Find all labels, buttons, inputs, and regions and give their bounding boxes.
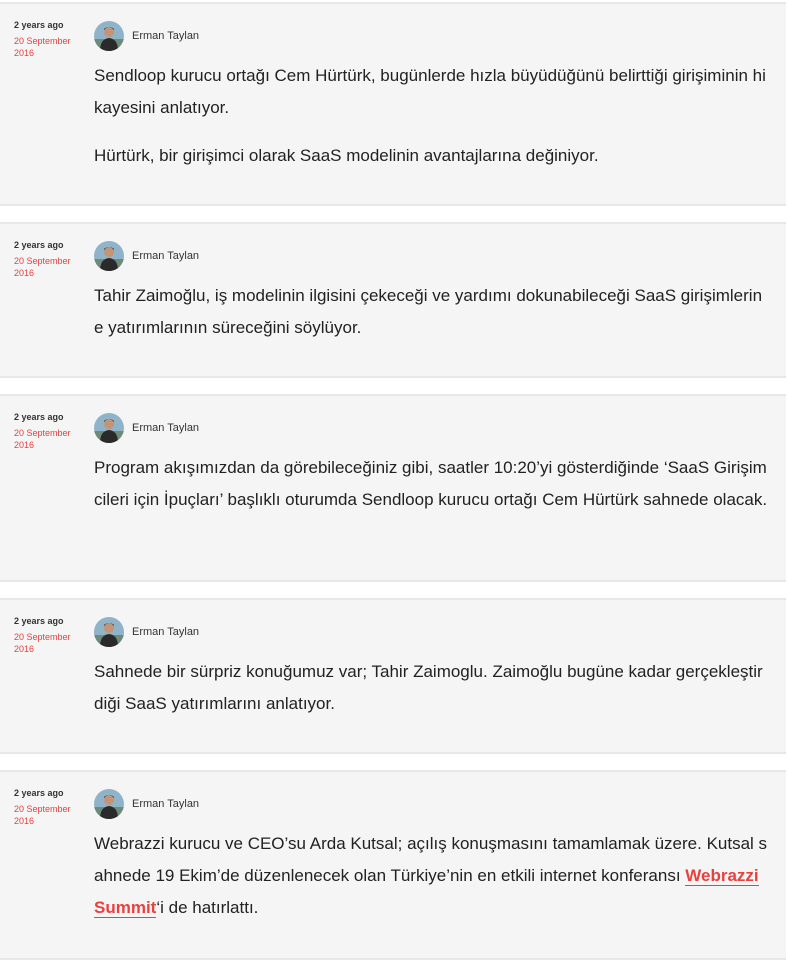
relative-time: 2 years ago [14, 240, 64, 250]
relative-time: 2 years ago [14, 412, 64, 422]
entry-content [94, 280, 768, 344]
author-avatar[interactable] [94, 617, 124, 647]
date-line: 20 September [14, 256, 71, 266]
live-blog-entry [0, 770, 786, 960]
entry-paragraph [94, 828, 768, 924]
paragraph-text: ‘i de hatırlattı. [156, 898, 259, 917]
live-blog-entry [0, 598, 786, 754]
entry-content [94, 452, 768, 516]
live-blog-entry [0, 2, 786, 206]
date-line: 20 September [14, 632, 71, 642]
entry-meta [14, 772, 78, 827]
avatar-image-icon [94, 789, 124, 819]
author-avatar[interactable] [94, 413, 124, 443]
entry-content [94, 60, 768, 172]
author-name[interactable]: Erman Taylan [132, 422, 200, 434]
author-name[interactable]: Erman Taylan [132, 30, 200, 42]
author-block[interactable] [94, 20, 199, 52]
relative-time: 2 years ago [14, 20, 64, 30]
author-block[interactable] [94, 412, 199, 444]
entry-paragraph: Sendloop kurucu ortağı Cem Hürtürk, bugünlerde hızla büyüdüğünü belirttiği girişiminin hikayesini anlatıyor. [94, 66, 766, 117]
entry-meta [14, 396, 78, 451]
author-avatar[interactable] [94, 241, 124, 271]
author-name[interactable]: Erman Taylan [132, 250, 200, 262]
live-blog-entry [0, 222, 786, 378]
date-line: 20 September [14, 428, 71, 438]
entry-date [14, 427, 78, 451]
entry-meta [14, 224, 78, 279]
author-block[interactable] [94, 616, 199, 648]
avatar-image-icon [94, 617, 124, 647]
entry-paragraph: Sahnede bir sürpriz konuğumuz var; Tahir Zaimoglu. Zaimoğlu bugüne kadar gerçekleştirdiği SaaS yatırımlarını anlatıyor. [94, 662, 763, 713]
entry-date [14, 255, 78, 279]
date-line: 20 September [14, 36, 71, 46]
entry-paragraph: Tahir Zaimoğlu, iş modelinin ilgisini çekeceği ve yardımı dokunabileceği SaaS girişimlerine yatırımlarının süreceğini söylüyor. [94, 286, 763, 337]
paragraph-text: Webrazzi kurucu ve CEO’su Arda Kutsal; açılış konuşmasını tamamlamak üzere. Kutsal sahnede 19 Ekim’de düzenlenecek olan Türkiye’nin en etkili internet konferansı [94, 834, 768, 885]
author-name[interactable]: Erman Taylan [132, 798, 200, 810]
entry-paragraph: Program akışımızdan da görebileceğiniz gibi, saatler 10:20’yi gösterdiğinde ‘SaaS Girişimcileri için İpuçları’ başlıklı oturumda Sendloop kurucu ortağı Cem Hürtürk sahnede olacak. [94, 458, 768, 509]
avatar-image-icon [94, 241, 124, 271]
avatar-image-icon [94, 413, 124, 443]
live-blog-entry [0, 394, 786, 582]
entry-meta [14, 600, 78, 655]
date-year: 2016 [14, 268, 35, 278]
date-year: 2016 [14, 816, 35, 826]
date-year: 2016 [14, 48, 35, 58]
author-avatar[interactable] [94, 21, 124, 51]
entry-date [14, 631, 78, 655]
entry-date [14, 803, 78, 827]
avatar-image-icon [94, 21, 124, 51]
date-year: 2016 [14, 644, 35, 654]
author-block[interactable] [94, 788, 199, 820]
author-block[interactable] [94, 240, 199, 272]
author-avatar[interactable] [94, 789, 124, 819]
date-year: 2016 [14, 440, 35, 450]
entry-content [94, 656, 768, 720]
entry-date [14, 35, 78, 59]
entry-meta [14, 4, 78, 59]
entry-paragraph: Hürtürk, bir girişimci olarak SaaS modelinin avantajlarına değiniyor. [94, 146, 599, 165]
relative-time: 2 years ago [14, 788, 64, 798]
author-name[interactable]: Erman Taylan [132, 626, 200, 638]
entry-content [94, 828, 768, 924]
relative-time: 2 years ago [14, 616, 64, 626]
webrazzi-summit-link[interactable]: Webrazzi Summit [94, 866, 759, 917]
date-line: 20 September [14, 804, 71, 814]
